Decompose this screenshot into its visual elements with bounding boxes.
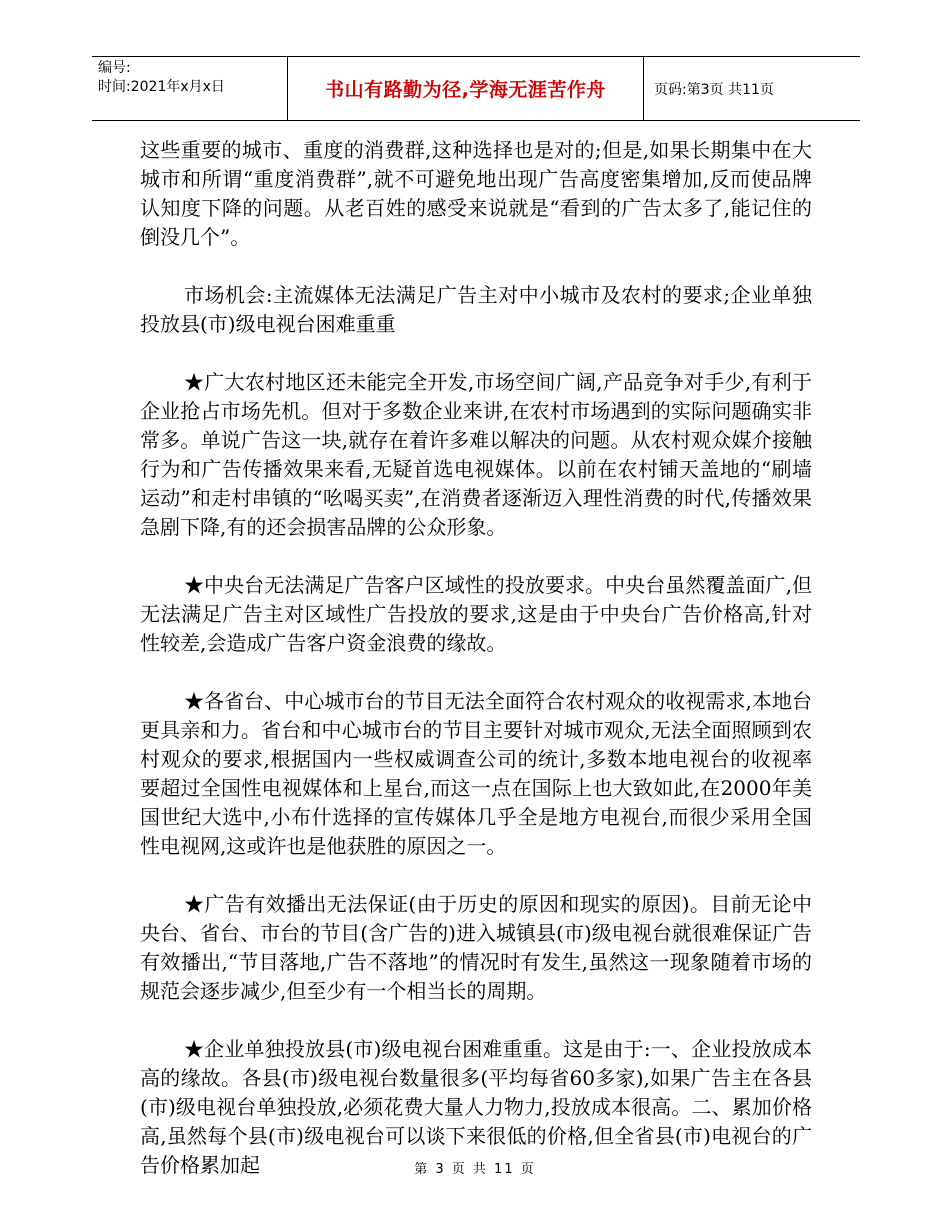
header-motto: 书山有路勤为径,学海无涯苦作舟	[288, 57, 644, 120]
document-body	[140, 136, 812, 1209]
paragraph-broadcast-guarantee: ★广告有效播出无法保证(由于历史的原因和现实的原因)。目前无论中央台、省台、市台的节目(含广告的)进入城镇县(市)级电视台就很难保证广告有效播出,“节目落地,广告不落地”的情况时有发生,虽然这一现象随着市场的规范会逐步减少,但至少有一个相当长的周期。	[140, 892, 812, 1003]
paragraph-continuation: 这些重要的城市、重度的消费群,这种选择也是对的;但是,如果长期集中在大城市和所谓“重度消费群”,就不可避免地出现广告高度密集增加,反而使品牌认知度下降的问题。从老百姓的感受来说就是“看到的广告太多了,能记住的倒没几个”。	[140, 138, 812, 249]
page-footer: 第 3 页 共 11 页	[414, 1162, 536, 1177]
header-meta	[92, 57, 288, 120]
page-header	[92, 56, 860, 121]
header-page-number: 页码:第3页 共11页	[654, 81, 774, 98]
paragraph-rural-market: ★广大农村地区还未能完全开发,市场空间广阔,产品竞争对手少,有利于企业抢占市场先机。但对于多数企业来讲,在农村市场遇到的实际问题确实非常多。单说广告这一块,就存在着许多难以解决的问题。从农村观众媒介接触行为和广告传播效果来看,无疑首选电视媒体。以前在农村铺天盖地的“刷墙运动”和走村串镇的“吆喝买卖”,在消费者逐渐迈入理性消费的时代,传播效果急剧下降,有的还会损害品牌的公众形象。	[140, 370, 812, 539]
paragraph-cctv: ★中央台无法满足广告客户区域性的投放要求。中央台虽然覆盖面广,但无法满足广告主对区域性广告投放的要求,这是由于中央台广告价格高,针对性较差,会造成广告客户资金浪费的缘故。	[140, 573, 812, 655]
paragraph-market-opportunity: 市场机会:主流媒体无法满足广告主对中小城市及农村的要求;企业单独投放县(市)级电视台困难重重	[140, 283, 812, 336]
document-time-label: 时间:2021年x月x日	[98, 79, 225, 95]
paragraph-county-tv: ★企业单独投放县(市)级电视台困难重重。这是由于:一、企业投放成本高的缘故。各县(市)级电视台数量很多(平均每省60多家),如果广告主在各县(市)级电视台单独投放,必须花费大量人力物力,投放成本很高。二、累加价格高,虽然每个县(市)级电视台可以谈下来很低的价格,但全省县(市)电视台的广告价格累加起	[140, 1037, 812, 1177]
document-number-label: 编号:	[98, 60, 131, 76]
paragraph-provincial-tv: ★各省台、中心城市台的节目无法全面符合农村观众的收视需求,本地台更具亲和力。省台和中心城市台的节目主要针对城市观众,无法全面照顾到农村观众的要求,根据国内一些权威调查公司的统计,多数本地电视台的收视率要超过全国性电视媒体和上星台,而这一点在国际上也大致如此,在2000年美国世纪大选中,小布什选择的宣传媒体几乎全是地方电视台,而很少采用全国性电视网,这或许也是他获胜的原因之一。	[140, 689, 812, 858]
